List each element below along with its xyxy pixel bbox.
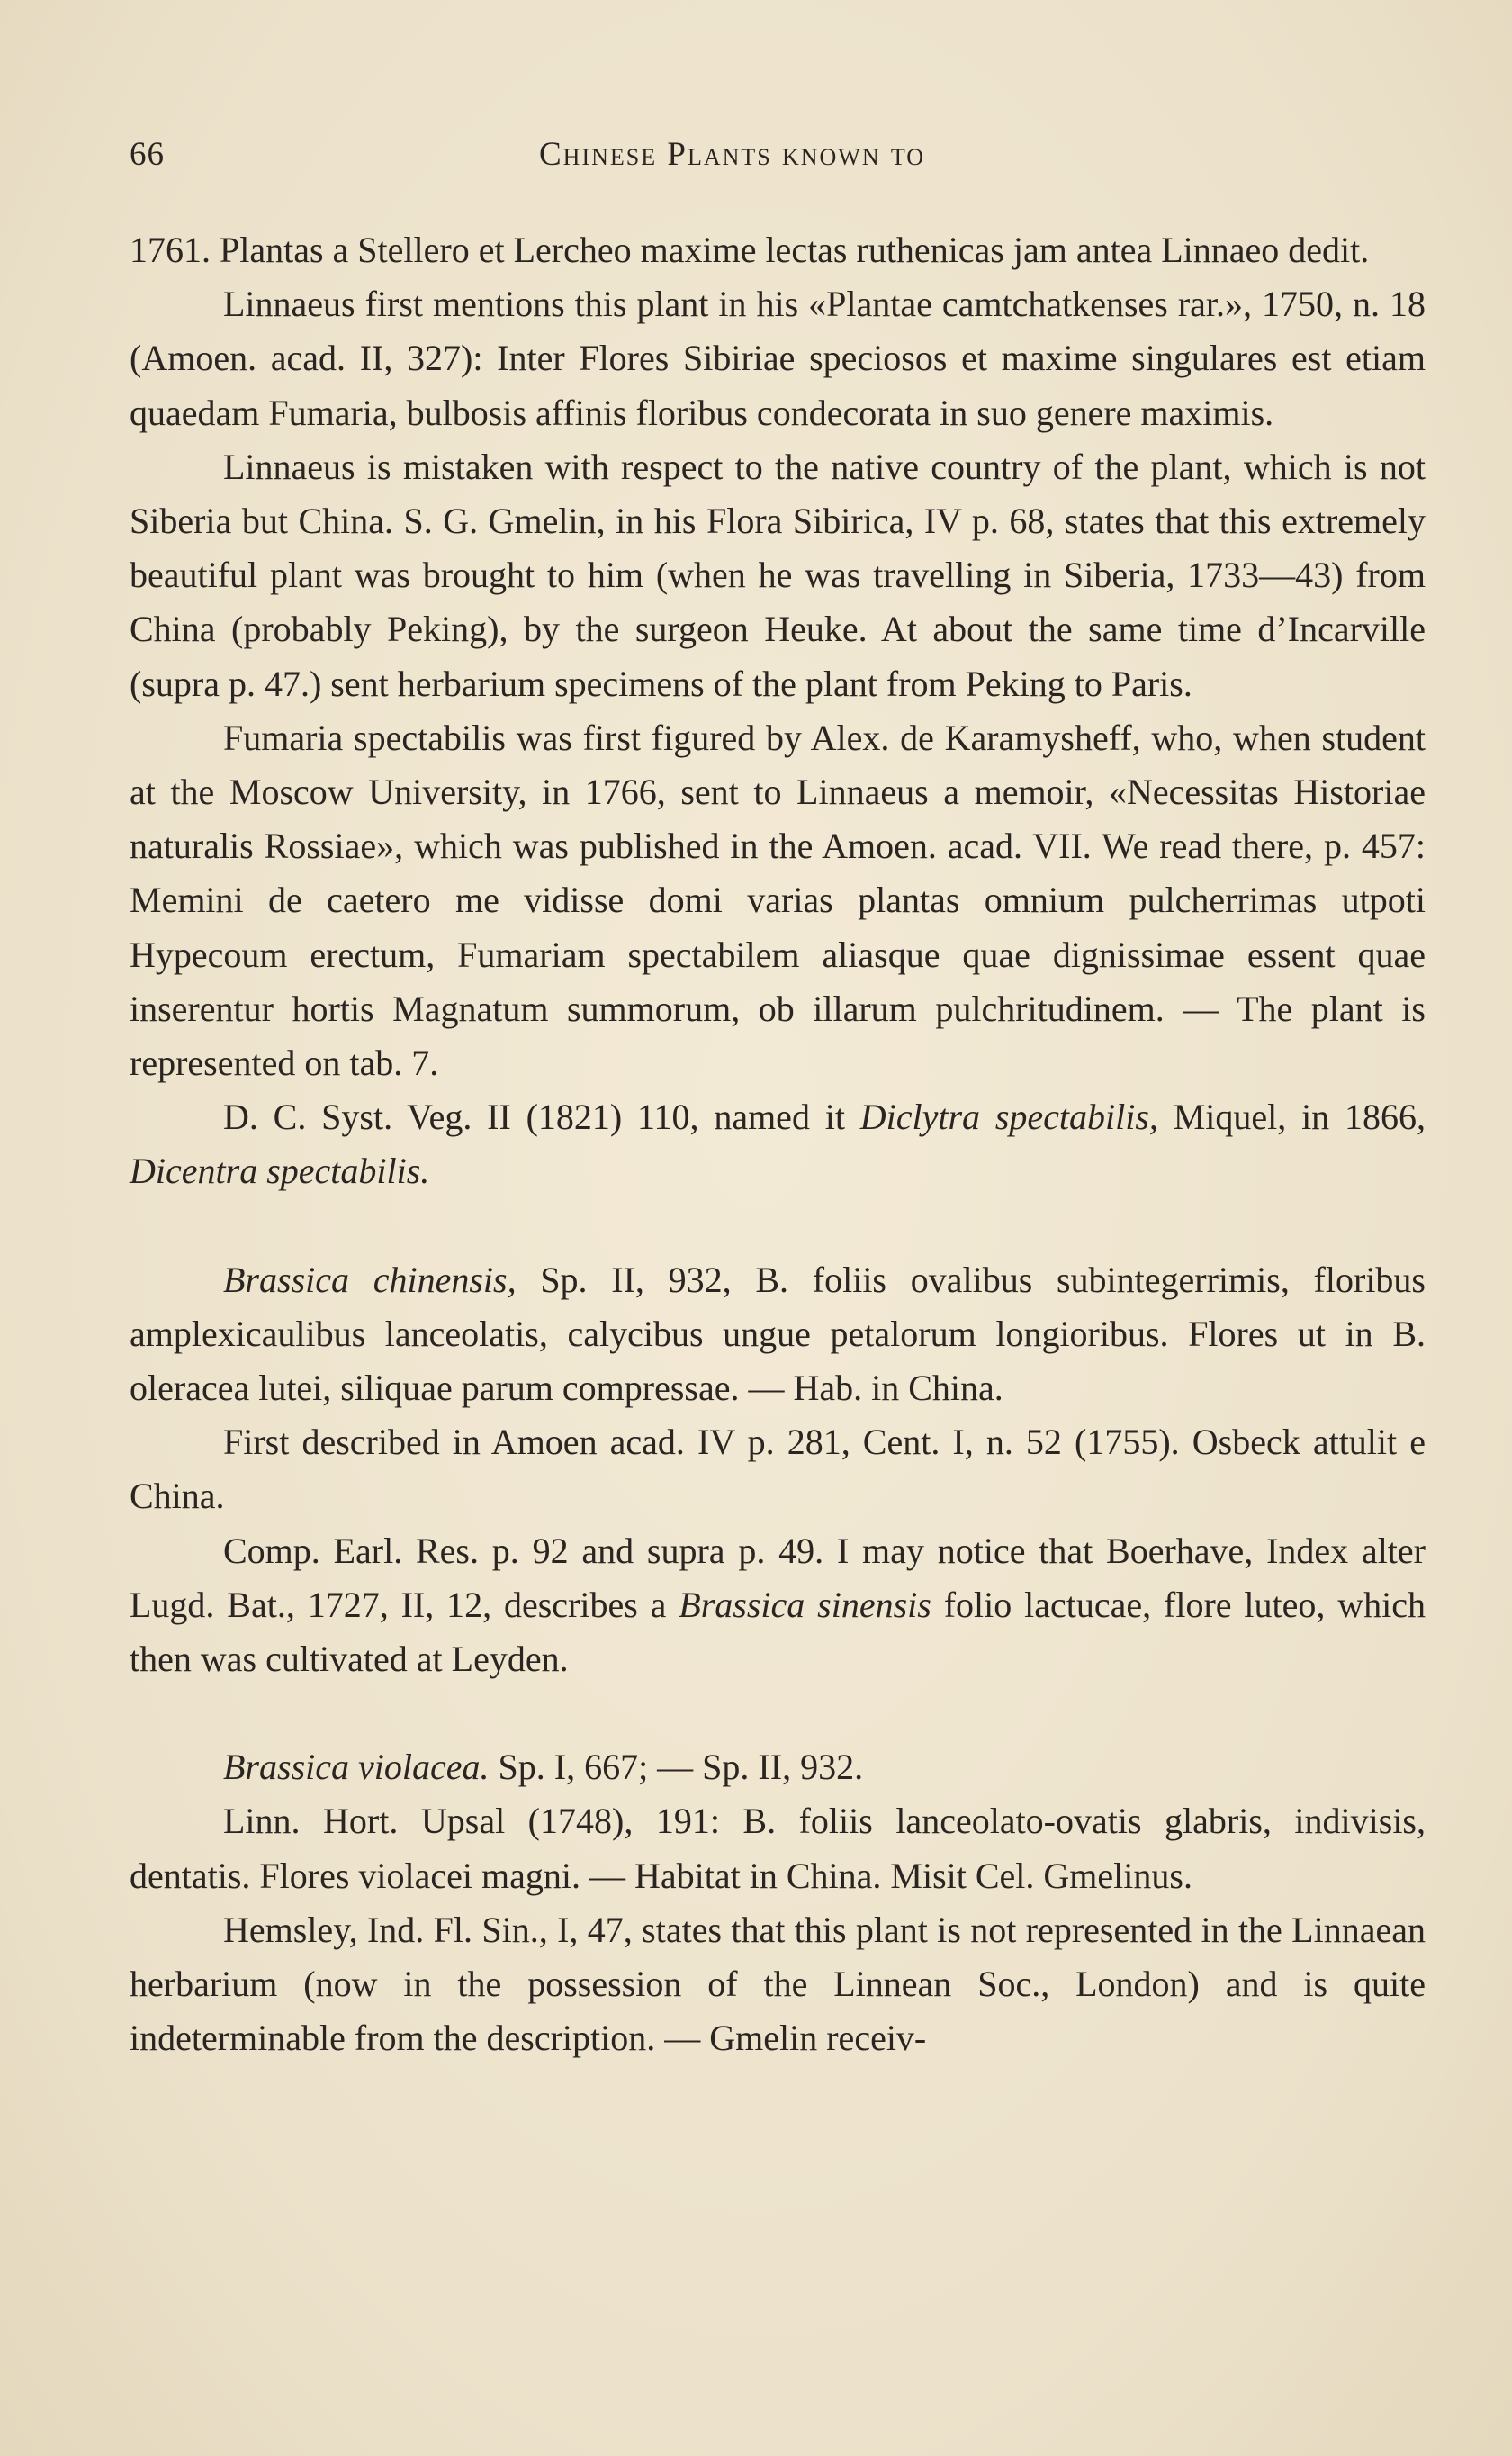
- paragraph-linnaeus-first-mention: Linnaeus first mentions this plant in his «Plantae camtchatkenses rar.», 1750, n. 18 (Amoen. acad. II, 327): Inter Flores Sibiriae speciosos et maxime singulares est etiam quaedam Fumaria, bulbosis affinis floribus condecorata in suo genere maximis.: [130, 284, 1426, 433]
- body-text: [130, 223, 1426, 2066]
- section-gap: [130, 1686, 1426, 1740]
- text-run: Sp. II, 932, B. foliis ovalibus subintegerrimis, floribus amplexicaulibus lanceolatis, calycibus ungue petalorum longioribus. Flores ut in B. oleracea lutei, siliquae parum compressae. — Hab. in China.: [130, 1259, 1426, 1409]
- page-header: [130, 135, 1426, 180]
- paragraph-continuation: 1761. Plantas a Stellero et Lercheo maxime lectas ruthenicas jam antea Linnaeo dedit.: [130, 230, 1370, 270]
- page-number: 66: [130, 136, 165, 173]
- species-heading: Brassica chinensis,: [223, 1259, 517, 1300]
- paragraph-hort-upsal: Linn. Hort. Upsal (1748), 191: B. foliis lanceolato-ovatis glabris, indivisis, dentatis. Flores violacei magni. — Habitat in China. Misit Cel. Gmelinus.: [130, 1801, 1426, 1896]
- paragraph-first-described: First described in Amoen acad. IV p. 281, Cent. I, n. 52 (1755). Osbeck attulit e China.: [130, 1422, 1426, 1517]
- species-name: Brassica sinensis: [679, 1584, 932, 1625]
- species-name: Diclytra spectabilis,: [860, 1097, 1158, 1138]
- species-name: Dicentra spectabilis.: [130, 1151, 430, 1192]
- text-run: Sp. I, 667; — Sp. II, 932.: [489, 1747, 864, 1788]
- section-gap: [130, 1199, 1426, 1253]
- entry-brassica-chinensis: [130, 1253, 1426, 1416]
- paragraph-boerhave: [130, 1524, 1426, 1687]
- text-run: folio lactucae, flore luteo, which then was cultivated at Leyden.: [130, 1584, 1426, 1680]
- paragraph-fumaria-figured: Fumaria spectabilis was first figured by Alex. de Karamysheff, who, when student at the Moscow University, in 1766, sent to Linnaeus a memoir, «Necessitas Historiae naturalis Rossiae», which was published in the Amoen. acad. VII. We read there, p. 457: Memini de caetero me vidisse domi varias plantas omnium pulcherrimas utpoti Hypecoum erectum, Fumariam spectabilem aliasque quae dignissimae essent quae inserentur hortis Magnatum summorum, ob illarum pulchritudinem. — The plant is represented on tab. 7.: [130, 717, 1426, 1084]
- paragraph-dicentra-naming: [130, 1090, 1426, 1198]
- species-heading: Brassica violacea.: [223, 1747, 490, 1788]
- text-run: Comp. Earl. Res. p. 92 and supra p. 49. I may notice that Boerhave, Index alter Lugd. Bat., 1727, II, 12, describes a: [130, 1530, 1426, 1625]
- text-run: Miquel, in 1866,: [1157, 1097, 1426, 1138]
- running-head: Chinese Plants known to: [539, 136, 926, 173]
- text-run: D. C. Syst. Veg. II (1821) 110, named it: [223, 1097, 860, 1138]
- paragraph-hemsley: Hemsley, Ind. Fl. Sin., I, 47, states that this plant is not represented in the Linnaean herbarium (now in the possession of the Linnean Soc., London) and is quite indeterminable from the description. — Gmelin receiv-: [130, 1909, 1426, 2059]
- entry-brassica-violacea: [130, 1740, 1426, 1794]
- paragraph-native-country: Linnaeus is mistaken with respect to the native country of the plant, which is not Siberia but China. S. G. Gmelin, in his Flora Sibirica, IV p. 68, states that this extremely beautiful plant was brought to him (when he was travelling in Siberia, 1733—43) from China (probably Peking), by the surgeon Heuke. At about the same time d’Incarville (supra p. 47.) sent herbarium specimens of the plant from Peking to Paris.: [130, 446, 1426, 704]
